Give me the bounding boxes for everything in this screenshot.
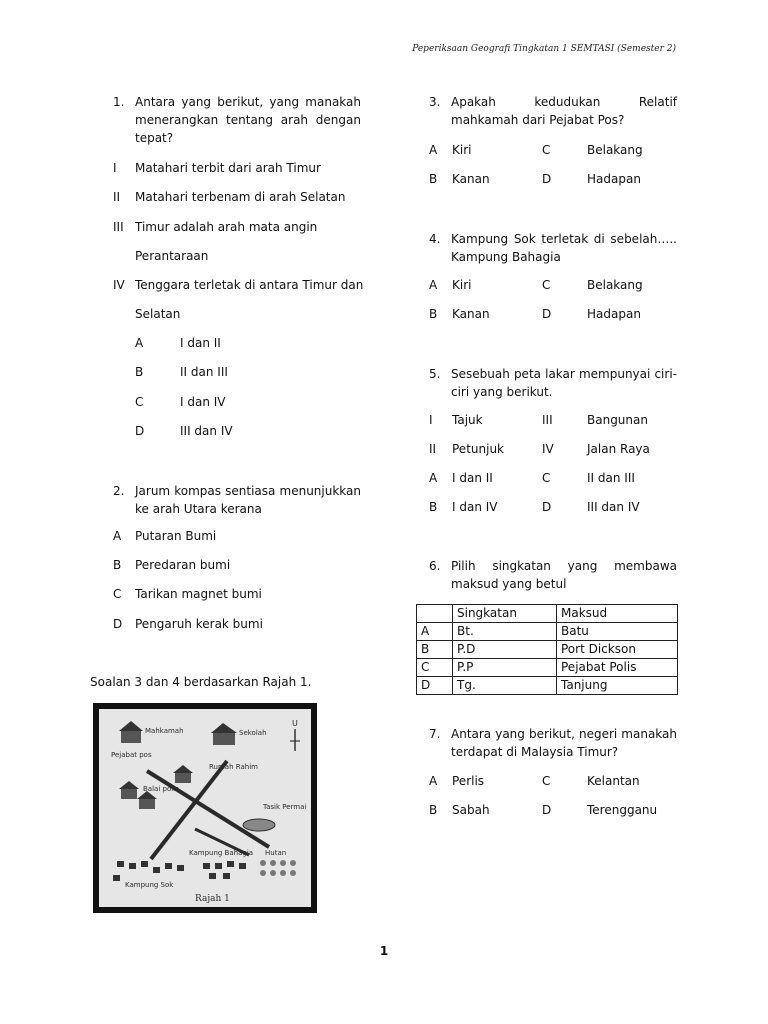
table-header-cell: Singkatan: [453, 605, 557, 623]
statement-roman: I: [113, 161, 117, 175]
question-1: [113, 93, 361, 153]
question-text: Antara yang berikut, yang manakah menerangkan tentang arah dengan tepat?: [135, 95, 361, 145]
option-text: Putaran Bumi: [135, 529, 217, 543]
option-letter: B: [429, 500, 438, 514]
question-6: [429, 557, 677, 597]
table-header-cell: [417, 605, 453, 623]
option-letter: B: [113, 558, 122, 572]
question-text: Jarum kompas sentiasa menunjukkan ke arah Utara kerana: [135, 484, 361, 516]
option-letter: A: [113, 529, 122, 543]
label-kampung-bahagia: Kampung Bahagia: [189, 849, 254, 857]
question-2: [113, 482, 361, 522]
map-figure: [93, 703, 317, 913]
option-letter: B: [429, 172, 438, 186]
question-number: 7.: [429, 727, 441, 741]
question-number: 3.: [429, 95, 441, 109]
statement-roman: II: [113, 190, 121, 204]
option-text: Belakang: [587, 278, 643, 292]
table-header-cell: Maksud: [557, 605, 678, 623]
statement-text: Matahari terbenam di arah Selatan: [135, 190, 346, 204]
option-text: Kiri: [452, 143, 472, 157]
question-5: [429, 365, 677, 405]
option-letter: D: [135, 424, 145, 438]
table-header-row: [417, 605, 678, 623]
label-pejabat-pos: Pejabat pos: [111, 751, 152, 759]
option-letter: D: [542, 172, 552, 186]
label-hutan: Hutan: [265, 849, 287, 857]
question-text: Sesebuah peta lakar mempunyai ciri-ciri yang berikut.: [451, 367, 677, 399]
statement-text: Tajuk: [452, 413, 483, 427]
statement-text: Timur adalah arah mata angin: [135, 220, 318, 234]
option-letter: D: [542, 307, 552, 321]
question-number: 5.: [429, 367, 441, 381]
option-text: Hadapan: [587, 172, 641, 186]
table-cell: Pejabat Polis: [557, 659, 678, 677]
statement-roman: IV: [113, 278, 125, 292]
page-number: 1: [379, 944, 389, 958]
table-row: [417, 623, 678, 641]
option-text: III dan IV: [180, 424, 233, 438]
option-letter: C: [135, 395, 144, 409]
question-text: Kampung Sok terletak di sebelah….. Kampung Bahagia: [451, 232, 677, 264]
label-rumah-rahim: Rumah Rahim: [209, 763, 258, 771]
statement-roman: II: [429, 442, 437, 456]
statement-roman: I: [429, 413, 433, 427]
option-text: Kanan: [452, 172, 490, 186]
question-number: 6.: [429, 559, 441, 573]
statement-text: Perantaraan: [135, 249, 209, 263]
option-text: II dan III: [587, 471, 635, 485]
option-letter: D: [113, 617, 123, 631]
table-cell: B: [417, 641, 453, 659]
label-mahkamah: Mahkamah: [145, 727, 184, 735]
option-text: Kelantan: [587, 774, 640, 788]
label-north: U: [292, 719, 298, 728]
option-text: Kanan: [452, 307, 490, 321]
option-text: Peredaran bumi: [135, 558, 231, 572]
tasik-lake-icon: [243, 819, 275, 831]
statement-text: Tenggara terletak di antara Timur dan: [135, 278, 364, 292]
option-letter: C: [542, 143, 551, 157]
table-cell: P.P: [453, 659, 557, 677]
table-cell: Tanjung: [557, 677, 678, 695]
question-4: [429, 230, 677, 270]
option-text: Sabah: [452, 803, 490, 817]
question-number: 2.: [113, 484, 125, 498]
statement-text: Selatan: [135, 307, 181, 321]
question-text: Pilih singkatan yang membawa maksud yang betul: [451, 559, 677, 591]
question-number: 4.: [429, 232, 441, 246]
question-7: [429, 725, 677, 765]
table-row: [417, 659, 678, 677]
map-caption: Rajah 1: [195, 894, 230, 904]
option-text: Hadapan: [587, 307, 641, 321]
label-sekolah: Sekolah: [239, 729, 267, 737]
option-text: III dan IV: [587, 500, 640, 514]
question-3: [429, 93, 677, 133]
option-text: I dan II: [452, 471, 493, 485]
table-cell: Port Dickson: [557, 641, 678, 659]
option-text: Pengaruh kerak bumi: [135, 617, 263, 631]
table-cell: Tg.: [453, 677, 557, 695]
label-tasik-permai: Tasik Permai: [263, 803, 307, 811]
option-text: Kiri: [452, 278, 472, 292]
table-row: [417, 677, 678, 695]
section-note: Soalan 3 dan 4 berdasarkan Rajah 1.: [90, 675, 312, 689]
statement-roman: III: [113, 220, 124, 234]
option-letter: C: [113, 587, 122, 601]
option-text: I dan IV: [452, 500, 498, 514]
statement-text: Jalan Raya: [587, 442, 650, 456]
option-letter: A: [429, 143, 438, 157]
option-text: Belakang: [587, 143, 643, 157]
question-text: Antara yang berikut, negeri manakah terdapat di Malaysia Timur?: [451, 727, 677, 759]
map-sketch: [99, 709, 311, 907]
option-text: Tarikan magnet bumi: [135, 587, 262, 601]
option-letter: B: [429, 803, 438, 817]
statement-text: Petunjuk: [452, 442, 504, 456]
option-letter: B: [135, 365, 144, 379]
option-text: Perlis: [452, 774, 485, 788]
question-number: 1.: [113, 95, 125, 109]
option-letter: A: [429, 471, 438, 485]
option-text: Terengganu: [587, 803, 658, 817]
option-letter: D: [542, 803, 552, 817]
label-balai-polis: Balai polis: [143, 785, 179, 793]
option-text: I dan IV: [180, 395, 226, 409]
abbreviation-table: [416, 604, 678, 695]
option-text: I dan II: [180, 336, 221, 350]
page-header: Peperiksaan Geografi Tingkatan 1 SEMTASI (Semester 2): [412, 44, 676, 54]
table-cell: A: [417, 623, 453, 641]
label-kampung-sok: Kampung Sok: [125, 881, 174, 889]
option-letter: C: [542, 471, 551, 485]
statement-roman: III: [542, 413, 553, 427]
option-letter: D: [542, 500, 552, 514]
table-row: [417, 641, 678, 659]
option-letter: A: [135, 336, 144, 350]
statement-text: Matahari terbit dari arah Timur: [135, 161, 321, 175]
table-cell: Bt.: [453, 623, 557, 641]
table-cell: C: [417, 659, 453, 677]
option-letter: A: [429, 774, 438, 788]
option-letter: A: [429, 278, 438, 292]
option-letter: C: [542, 278, 551, 292]
statement-text: Bangunan: [587, 413, 648, 427]
table-cell: P.D: [453, 641, 557, 659]
option-text: II dan III: [180, 365, 228, 379]
table-cell: D: [417, 677, 453, 695]
question-text: Apakah kedudukan Relatif mahkamah dari Pejabat Pos?: [451, 95, 677, 127]
option-letter: C: [542, 774, 551, 788]
statement-roman: IV: [542, 442, 554, 456]
table-cell: Batu: [557, 623, 678, 641]
option-letter: B: [429, 307, 438, 321]
